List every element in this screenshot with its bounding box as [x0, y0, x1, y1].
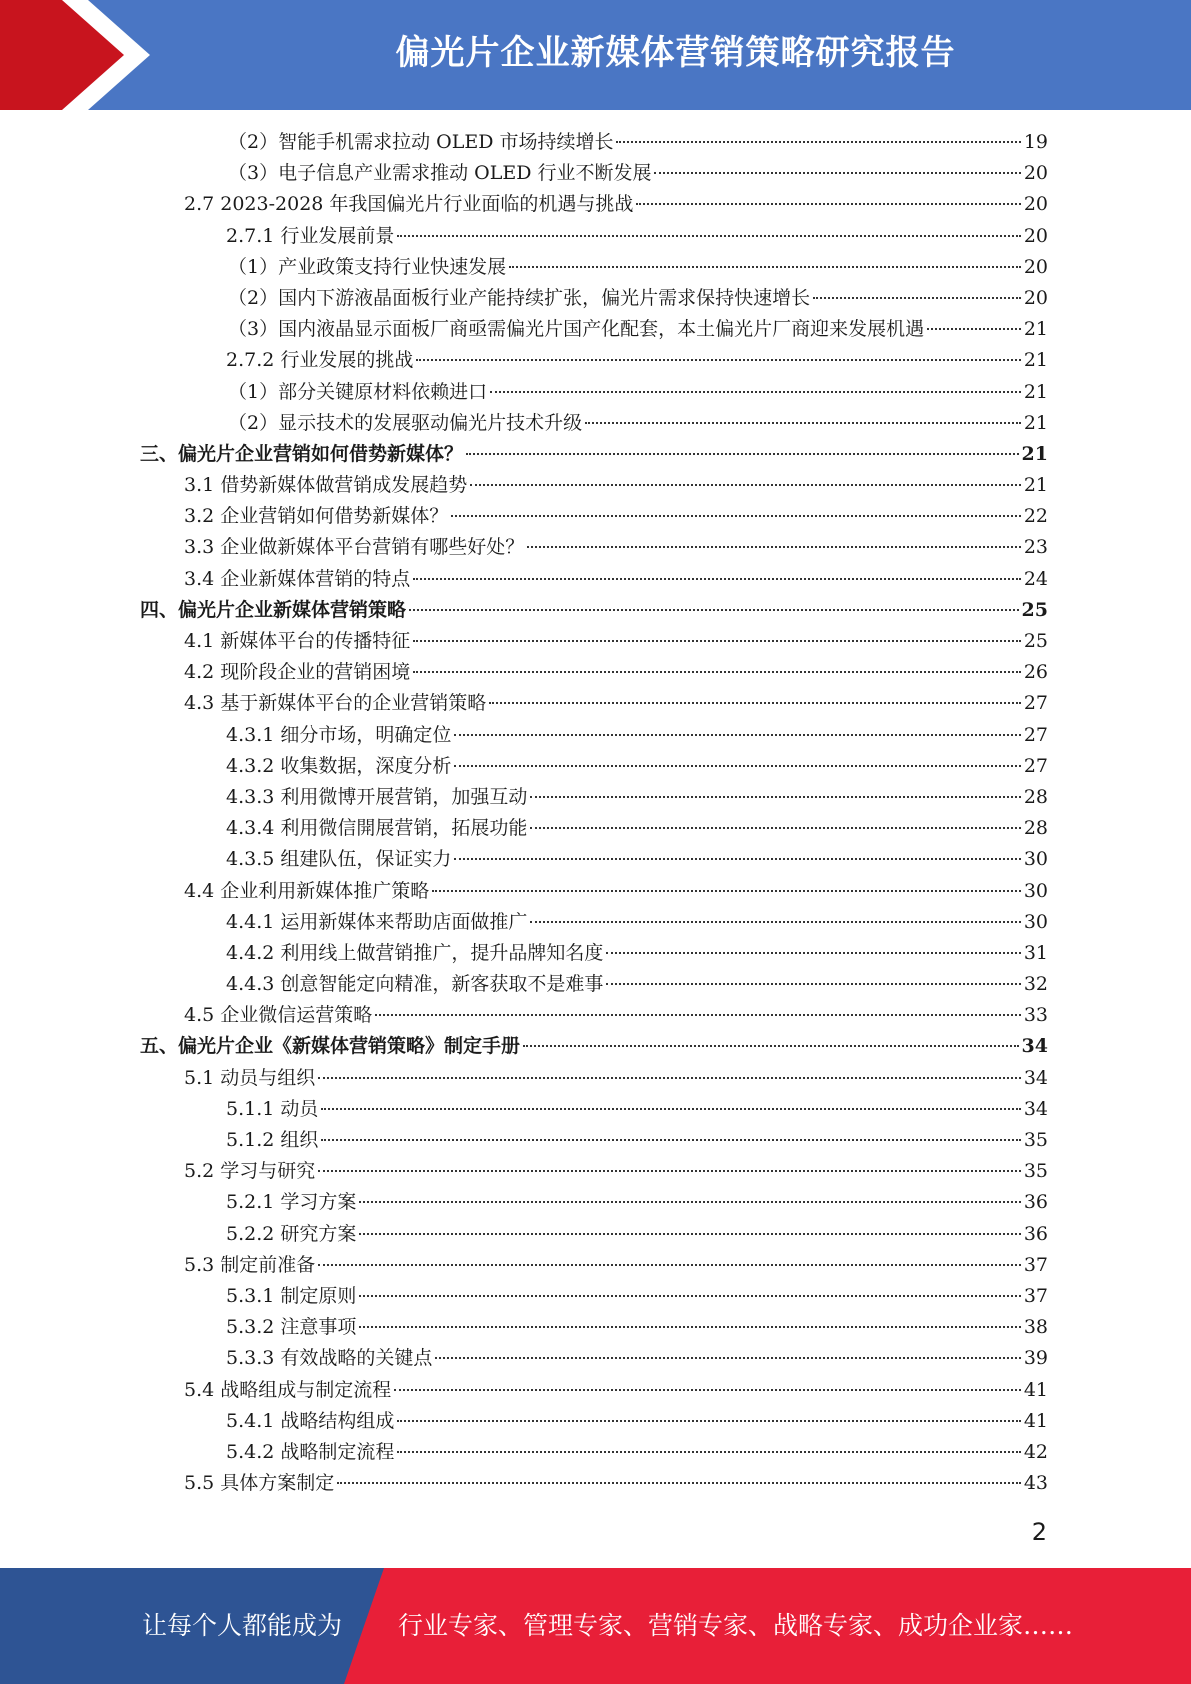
toc-entry-page: 21 [1023, 411, 1048, 434]
toc-dot-leader [454, 765, 1020, 767]
toc-entry-title: （1）产业政策支持行业快速发展 [228, 255, 507, 278]
toc-dot-leader [530, 796, 1020, 798]
toc-dot-leader [435, 1357, 1020, 1359]
toc-entry-page: 36 [1023, 1222, 1048, 1245]
toc-dot-leader [523, 1045, 1019, 1047]
toc-entry-page: 36 [1023, 1191, 1048, 1214]
toc-entry-title: 4.4.3 创意智能定向精准，新客获取不是难事 [226, 973, 604, 996]
toc-entry-title: （2）智能手机需求拉动 OLED 市场持续增长 [228, 131, 614, 153]
toc-entry-page: 30 [1023, 910, 1048, 933]
toc-entry-page: 21 [1021, 442, 1048, 465]
page-number: 2 [1031, 1518, 1047, 1546]
toc-entry-title: 2.7.1 行业发展前景 [226, 224, 395, 247]
toc-entry-page: 34 [1023, 1066, 1048, 1089]
toc-entry-title: 四、偏光片企业新媒体营销策略 [140, 598, 407, 621]
toc-entry-title: 5.4.2 战略制定流程 [226, 1440, 395, 1463]
toc-entry-page: 30 [1023, 848, 1048, 871]
toc-dot-leader [432, 890, 1021, 892]
toc-entry-title: 4.3.4 利用微信開展营销，拓展功能 [226, 817, 528, 840]
toc-entry[interactable] [140, 1375, 1048, 1406]
toc-entry-page: 20 [1023, 286, 1048, 309]
toc-entry-title: 4.2 现阶段企业的营销困境 [184, 661, 411, 684]
toc-entry-title: 五、偏光片企业《新媒体营销策略》制定手册 [140, 1035, 521, 1058]
toc-entry-title: 5.3.1 制定原则 [226, 1284, 357, 1307]
page-footer [0, 1568, 1191, 1684]
toc-dot-leader [397, 235, 1020, 237]
toc-entry[interactable] [140, 501, 1048, 532]
toc-entry-title: 2.7.2 行业发展的挑战 [226, 349, 414, 372]
toc-entry[interactable] [140, 1031, 1048, 1062]
toc-dot-leader [530, 827, 1020, 829]
toc-entry[interactable] [140, 314, 1048, 345]
toc-dot-leader [489, 702, 1021, 704]
toc-entry-title: （3）国内液晶显示面板厂商亟需偏光片国产化配套，本土偏光片厂商迎来发展机遇 [228, 318, 925, 341]
toc-dot-leader [454, 858, 1020, 860]
toc-dot-leader [813, 297, 1021, 299]
toc-dot-leader [318, 1264, 1021, 1266]
toc-entry-title: 4.4.1 运用新媒体来帮助店面做推广 [226, 910, 528, 933]
toc-entry-title: 5.3.2 注意事项 [226, 1316, 357, 1339]
toc-entry-page: 33 [1023, 1004, 1048, 1027]
toc-entry[interactable] [140, 564, 1048, 595]
toc-entry-page: 24 [1023, 567, 1048, 590]
toc-entry-title: 4.3 基于新媒体平台的企业营销策略 [184, 692, 487, 715]
toc-entry-title: 4.3.5 组建队伍，保证实力 [226, 848, 452, 871]
toc-entry-title: 5.5 具体方案制定 [184, 1472, 335, 1495]
toc-entry-page: 20 [1023, 255, 1048, 278]
toc-entry[interactable] [140, 782, 1048, 813]
toc-entry-page: 21 [1023, 349, 1048, 372]
toc-entry-title: 4.1 新媒体平台的传播特征 [184, 630, 411, 652]
toc-entry[interactable] [140, 751, 1048, 782]
toc-dot-leader [530, 921, 1020, 923]
toc-entry[interactable] [140, 1125, 1048, 1156]
toc-dot-leader [337, 1482, 1021, 1484]
toc-entry[interactable] [140, 1250, 1048, 1281]
document-title: 偏光片企业新媒体营销策略研究报告 [395, 33, 956, 73]
toc-entry-page: 20 [1023, 224, 1048, 247]
toc-entry[interactable] [140, 1063, 1048, 1094]
toc-entry-page: 25 [1023, 630, 1048, 652]
toc-entry-title: 5.1.1 动员 [226, 1097, 319, 1120]
toc-entry[interactable] [140, 969, 1048, 1000]
toc-entry-page: 34 [1021, 1035, 1048, 1058]
toc-dot-leader [585, 422, 1021, 424]
page-header [0, 0, 1191, 110]
header-arrow-icon [0, 0, 140, 110]
toc-entry[interactable] [140, 907, 1048, 938]
toc-entry-page: 27 [1023, 754, 1048, 777]
toc-dot-leader [359, 1295, 1020, 1297]
toc-entry[interactable] [140, 221, 1048, 252]
toc-entry-page: 20 [1023, 193, 1048, 216]
toc-entry[interactable] [140, 626, 1048, 657]
toc-entry-page: 34 [1023, 1097, 1048, 1120]
toc-entry-title: 5.1 动员与组织 [184, 1066, 316, 1089]
toc-dot-leader [359, 1201, 1020, 1203]
toc-dot-leader [397, 1451, 1020, 1453]
toc-entry[interactable] [140, 283, 1048, 314]
toc-entry[interactable] [140, 1343, 1048, 1374]
toc-entry-title: 5.4.1 战略结构组成 [226, 1409, 395, 1432]
toc-dot-leader [397, 1420, 1020, 1422]
toc-entry-page: 28 [1023, 817, 1048, 840]
toc-dot-leader [413, 578, 1021, 580]
toc-entry-title: 3.4 企业新媒体营销的特点 [184, 567, 411, 590]
toc-dot-leader [318, 1170, 1021, 1172]
toc-entry[interactable] [140, 377, 1048, 408]
toc-entry-title: 3.2 企业营销如何借势新媒体？ [184, 505, 449, 528]
toc-entry-title: 5.2.2 研究方案 [226, 1222, 357, 1245]
toc-dot-leader [509, 266, 1021, 268]
toc-entry-title: 5.4 战略组成与制定流程 [184, 1378, 392, 1401]
toc-entry-page: 27 [1023, 692, 1048, 715]
toc-dot-leader [359, 1326, 1020, 1328]
toc-entry-title: 三、偏光片企业营销如何借势新媒体？ [140, 442, 464, 465]
toc-entry-title: （1）部分关键原材料依赖进口 [228, 380, 488, 403]
toc-dot-leader [321, 1108, 1020, 1110]
toc-dot-leader [394, 1389, 1021, 1391]
toc-entry-page: 43 [1023, 1472, 1048, 1495]
toc-entry-title: 4.4 企业利用新媒体推广策略 [184, 879, 430, 902]
toc-entry[interactable] [140, 813, 1048, 844]
toc-entry-page: 41 [1023, 1409, 1048, 1432]
toc-dot-leader [606, 983, 1020, 985]
toc-entry-title: 4.5 企业微信运营策略 [184, 1004, 373, 1027]
toc-entry[interactable] [140, 1468, 1048, 1499]
toc-entry-page: 27 [1023, 723, 1048, 746]
toc-entry[interactable] [140, 345, 1048, 376]
toc-dot-leader [927, 328, 1021, 330]
toc-entry-title: 4.4.2 利用线上做营销推广，提升品牌知名度 [226, 941, 604, 964]
toc-entry[interactable] [140, 127, 1048, 158]
toc-entry-page: 23 [1023, 536, 1048, 559]
toc-entry-title: 3.1 借势新媒体做营销成发展趋势 [184, 474, 468, 497]
toc-dot-leader [654, 172, 1020, 174]
toc-entry-title: 5.3 制定前准备 [184, 1253, 316, 1276]
toc-dot-leader [375, 1014, 1021, 1016]
toc-dot-leader [413, 671, 1021, 673]
toc-entry[interactable] [140, 439, 1048, 470]
toc-entry[interactable] [140, 657, 1048, 688]
toc-entry-page: 42 [1023, 1440, 1048, 1463]
toc-entry[interactable] [140, 158, 1048, 189]
toc-dot-leader [470, 484, 1021, 486]
toc-dot-leader [466, 453, 1019, 455]
toc-entry-page: 37 [1023, 1253, 1048, 1276]
toc-entry-page: 26 [1023, 661, 1048, 684]
toc-entry[interactable] [140, 688, 1048, 719]
toc-entry[interactable] [140, 1000, 1048, 1031]
toc-entry[interactable] [140, 408, 1048, 439]
toc-entry-title: （2）国内下游液晶面板行业产能持续扩张，偏光片需求保持快速增长 [228, 286, 811, 309]
toc-entry[interactable] [140, 595, 1048, 626]
toc-entry[interactable] [140, 1281, 1048, 1312]
toc-entry-page: 35 [1023, 1160, 1048, 1183]
toc-entry[interactable] [140, 938, 1048, 969]
toc-entry-page: 22 [1023, 505, 1048, 528]
toc-entry-page: 41 [1023, 1378, 1048, 1401]
toc-entry-title: 4.3.3 利用微博开展营销，加强互动 [226, 785, 528, 808]
toc-entry[interactable] [140, 1187, 1048, 1218]
toc-entry-title: （2）显示技术的发展驱动偏光片技术升级 [228, 411, 583, 434]
toc-entry-page: 19 [1023, 131, 1048, 153]
toc-dot-leader [318, 1077, 1021, 1079]
footer-slogan-left: 让每个人都能成为 [142, 1611, 343, 1640]
toc-entry[interactable] [140, 252, 1048, 283]
toc-entry-page: 39 [1023, 1347, 1048, 1370]
footer-slogan-right: 行业专家、管理专家、营销专家、战略专家、成功企业家…… [398, 1611, 1074, 1640]
toc-entry-title: 2.7 2023-2028 年我国偏光片行业面临的机遇与挑战 [184, 193, 634, 216]
toc-dot-leader [527, 546, 1021, 548]
toc-entry-page: 21 [1023, 474, 1048, 497]
toc-entry[interactable] [140, 1406, 1048, 1437]
toc-entry-page: 21 [1023, 318, 1048, 341]
toc-entry-title: 4.3.2 收集数据，深度分析 [226, 754, 452, 777]
toc-dot-leader [359, 1233, 1020, 1235]
toc-dot-leader [321, 1139, 1020, 1141]
toc-entry[interactable] [140, 1312, 1048, 1343]
toc-entry-page: 37 [1023, 1284, 1048, 1307]
toc-entry-title: 5.3.3 有效战略的关键点 [226, 1347, 433, 1370]
toc-dot-leader [606, 952, 1020, 954]
toc-entry[interactable] [140, 720, 1048, 751]
table-of-contents [140, 127, 1048, 1499]
toc-entry-title: 5.1.2 组织 [226, 1129, 319, 1151]
toc-entry[interactable] [140, 470, 1048, 501]
toc-entry-title: 5.2.1 学习方案 [226, 1191, 357, 1214]
toc-entry[interactable] [140, 532, 1048, 563]
toc-entry-page: 35 [1023, 1129, 1048, 1151]
toc-entry[interactable] [140, 1156, 1048, 1187]
toc-entry-page: 20 [1023, 162, 1048, 185]
toc-entry[interactable] [140, 844, 1048, 875]
toc-dot-leader [616, 141, 1020, 143]
toc-entry-page: 21 [1023, 380, 1048, 403]
toc-dot-leader [636, 203, 1020, 205]
toc-entry-page: 38 [1023, 1316, 1048, 1339]
toc-entry-page: 28 [1023, 785, 1048, 808]
toc-entry-page: 30 [1023, 879, 1048, 902]
toc-entry-title: 5.2 学习与研究 [184, 1160, 316, 1183]
toc-entry[interactable] [140, 876, 1048, 907]
toc-entry[interactable] [140, 189, 1048, 220]
toc-dot-leader [490, 391, 1021, 393]
toc-entry-title: （3）电子信息产业需求推动 OLED 行业不断发展 [228, 162, 652, 185]
toc-dot-leader [454, 734, 1020, 736]
toc-dot-leader [451, 515, 1021, 517]
toc-entry[interactable] [140, 1094, 1048, 1125]
toc-entry[interactable] [140, 1437, 1048, 1468]
toc-entry-page: 25 [1021, 598, 1048, 621]
toc-entry-page: 31 [1023, 941, 1048, 964]
toc-entry-page: 32 [1023, 973, 1048, 996]
toc-dot-leader [413, 640, 1021, 642]
toc-dot-leader [416, 359, 1020, 361]
toc-entry[interactable] [140, 1219, 1048, 1250]
toc-entry-title: 3.3 企业做新媒体平台营销有哪些好处？ [184, 536, 525, 559]
toc-entry-title: 4.3.1 细分市场，明确定位 [226, 723, 452, 746]
toc-dot-leader [409, 609, 1019, 611]
